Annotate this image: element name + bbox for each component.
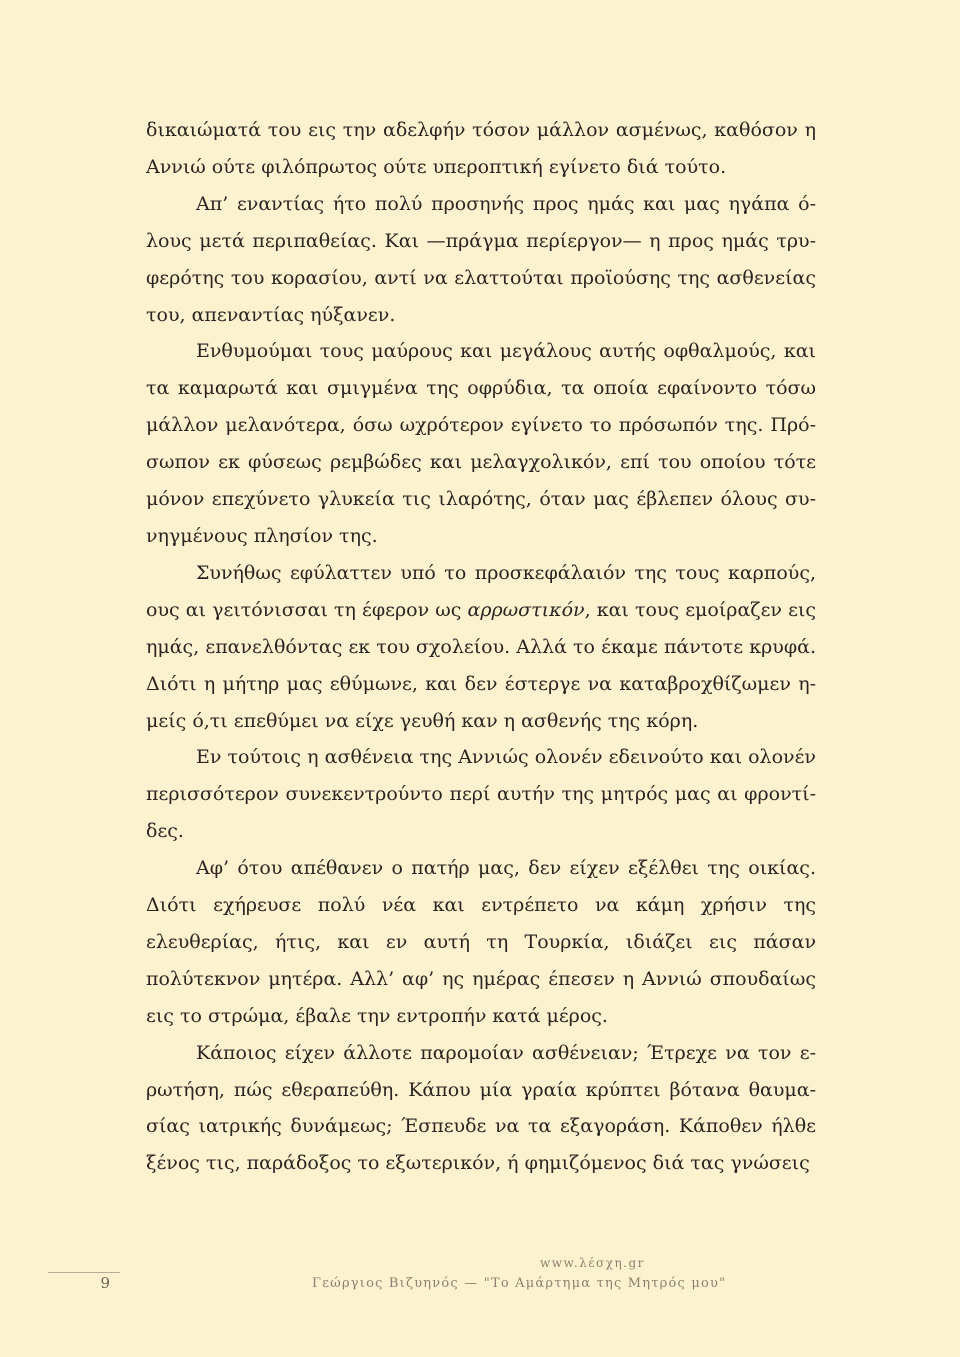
paragraph	[146, 333, 816, 554]
footer-divider	[48, 1272, 120, 1273]
paragraph-text: , και τους εμοίραζεν εις ημάς, επανελθόντας εκ του σχολείου. Αλλά το έκαμε πάντοτε κρυφά. Διότι η μήτηρ μας εθύμωνε, και δεν έστεργε να καταβροχθίζωμεν ημείς ό,τι επεθύμει να είχε γευθή καν η ασθενής της κόρη.	[146, 598, 817, 732]
paragraph	[146, 186, 816, 334]
document-body	[146, 112, 816, 1182]
paragraph-text: Αφ’ ότου απέθανεν ο πατήρ μας, δεν είχεν εξέλθει της οικίας. Διότι εχήρευσε πολύ νέα και εντρέπετο να κάμη χρήσιν της ελευθερίας, ήτις, και εν αυτή τη Τουρκία, ιδιάζει εις πάσαν πολύτεκνον μητέρα. Αλλ’ αφ’ ης ημέρας έπεσεν η Αννιώ σπουδαίως εις το στρώμα, έβαλε την εντροπήν κατά μέρος.	[146, 857, 816, 1027]
paragraph-text: Απ’ εναντίας ήτο πολύ προσηνής προς ημάς και μας ηγάπα όλους μετά περιπαθείας. Και —πράγμα περίεργον— η προς ημάς τρυφερότης του κορασίου, αντί να ελαττούται προϊούσης της ασθενείας του, απεναντίας ηύξανεν.	[146, 192, 816, 326]
paragraph-text: Συνήθως εφύλαττεν υπό το προσκεφάλαιόν της τους καρπούς, ους αι γειτόνισσαι τη έφερον ως	[146, 561, 816, 621]
page-number: 9	[100, 1274, 110, 1292]
paragraph	[146, 555, 816, 740]
paragraph-text: Ενθυμούμαι τους μαύρους και μεγάλους αυτής οφθαλμούς, και τα καμαρωτά και σμιγμένα της οφρύδια, τα οποία εφαίνοντο τόσω μάλλον μελανότερα, όσω ωχρότερον εγίνετο το πρόσωπόν της. Πρόσωπον εκ φύσεως ρεμβώδες και μελαγχολικόν, επί του οποίου τότε μόνον επεχύνετο γλυκεία τις ιλαρότης, όταν μας έβλεπεν όλους συνηγμένους πλησίον της.	[146, 340, 816, 547]
paragraph	[146, 850, 816, 1035]
italic-text: αρρωστικόν	[467, 598, 585, 621]
paragraph	[146, 1035, 816, 1183]
footer-book-title: Γεώργιος Βιζυηνός — "Το Αμάρτημα της Μητρός μου"	[312, 1276, 727, 1291]
paragraph-text: Κάποιος είχεν άλλοτε παρομοίαν ασθένειαν; Έτρεχε να τον ερωτήση, πώς εθεραπεύθη. Κάπου μία γραία κρύπτει βότανα θαυμασίας ιατρικής δυνάμεως; Έσπευδε να τα εξαγοράση. Κάποθεν ήλθε ξένος τις, παράδοξος το εξωτερικόν, ή φημιζόμενος διά τας γνώσεις	[146, 1041, 816, 1175]
footer-site-link[interactable]: www.λέσχη.gr	[540, 1256, 645, 1270]
paragraph	[146, 739, 816, 850]
paragraph-text: Εν τούτοις η ασθένεια της Αννιώς ολονέν εδεινούτο και ολονέν περισσότερον συνεκεντρούντο περί αυτήν της μητρός μας αι φροντίδες.	[146, 746, 816, 843]
paragraph	[146, 112, 816, 186]
paragraph-text: δικαιώματά του εις την αδελφήν τόσον μάλλον ασμένως, καθόσον η Αννιώ ούτε φιλόπρωτος ούτε υπεροπτική εγίνετο διά τούτο.	[146, 119, 816, 178]
